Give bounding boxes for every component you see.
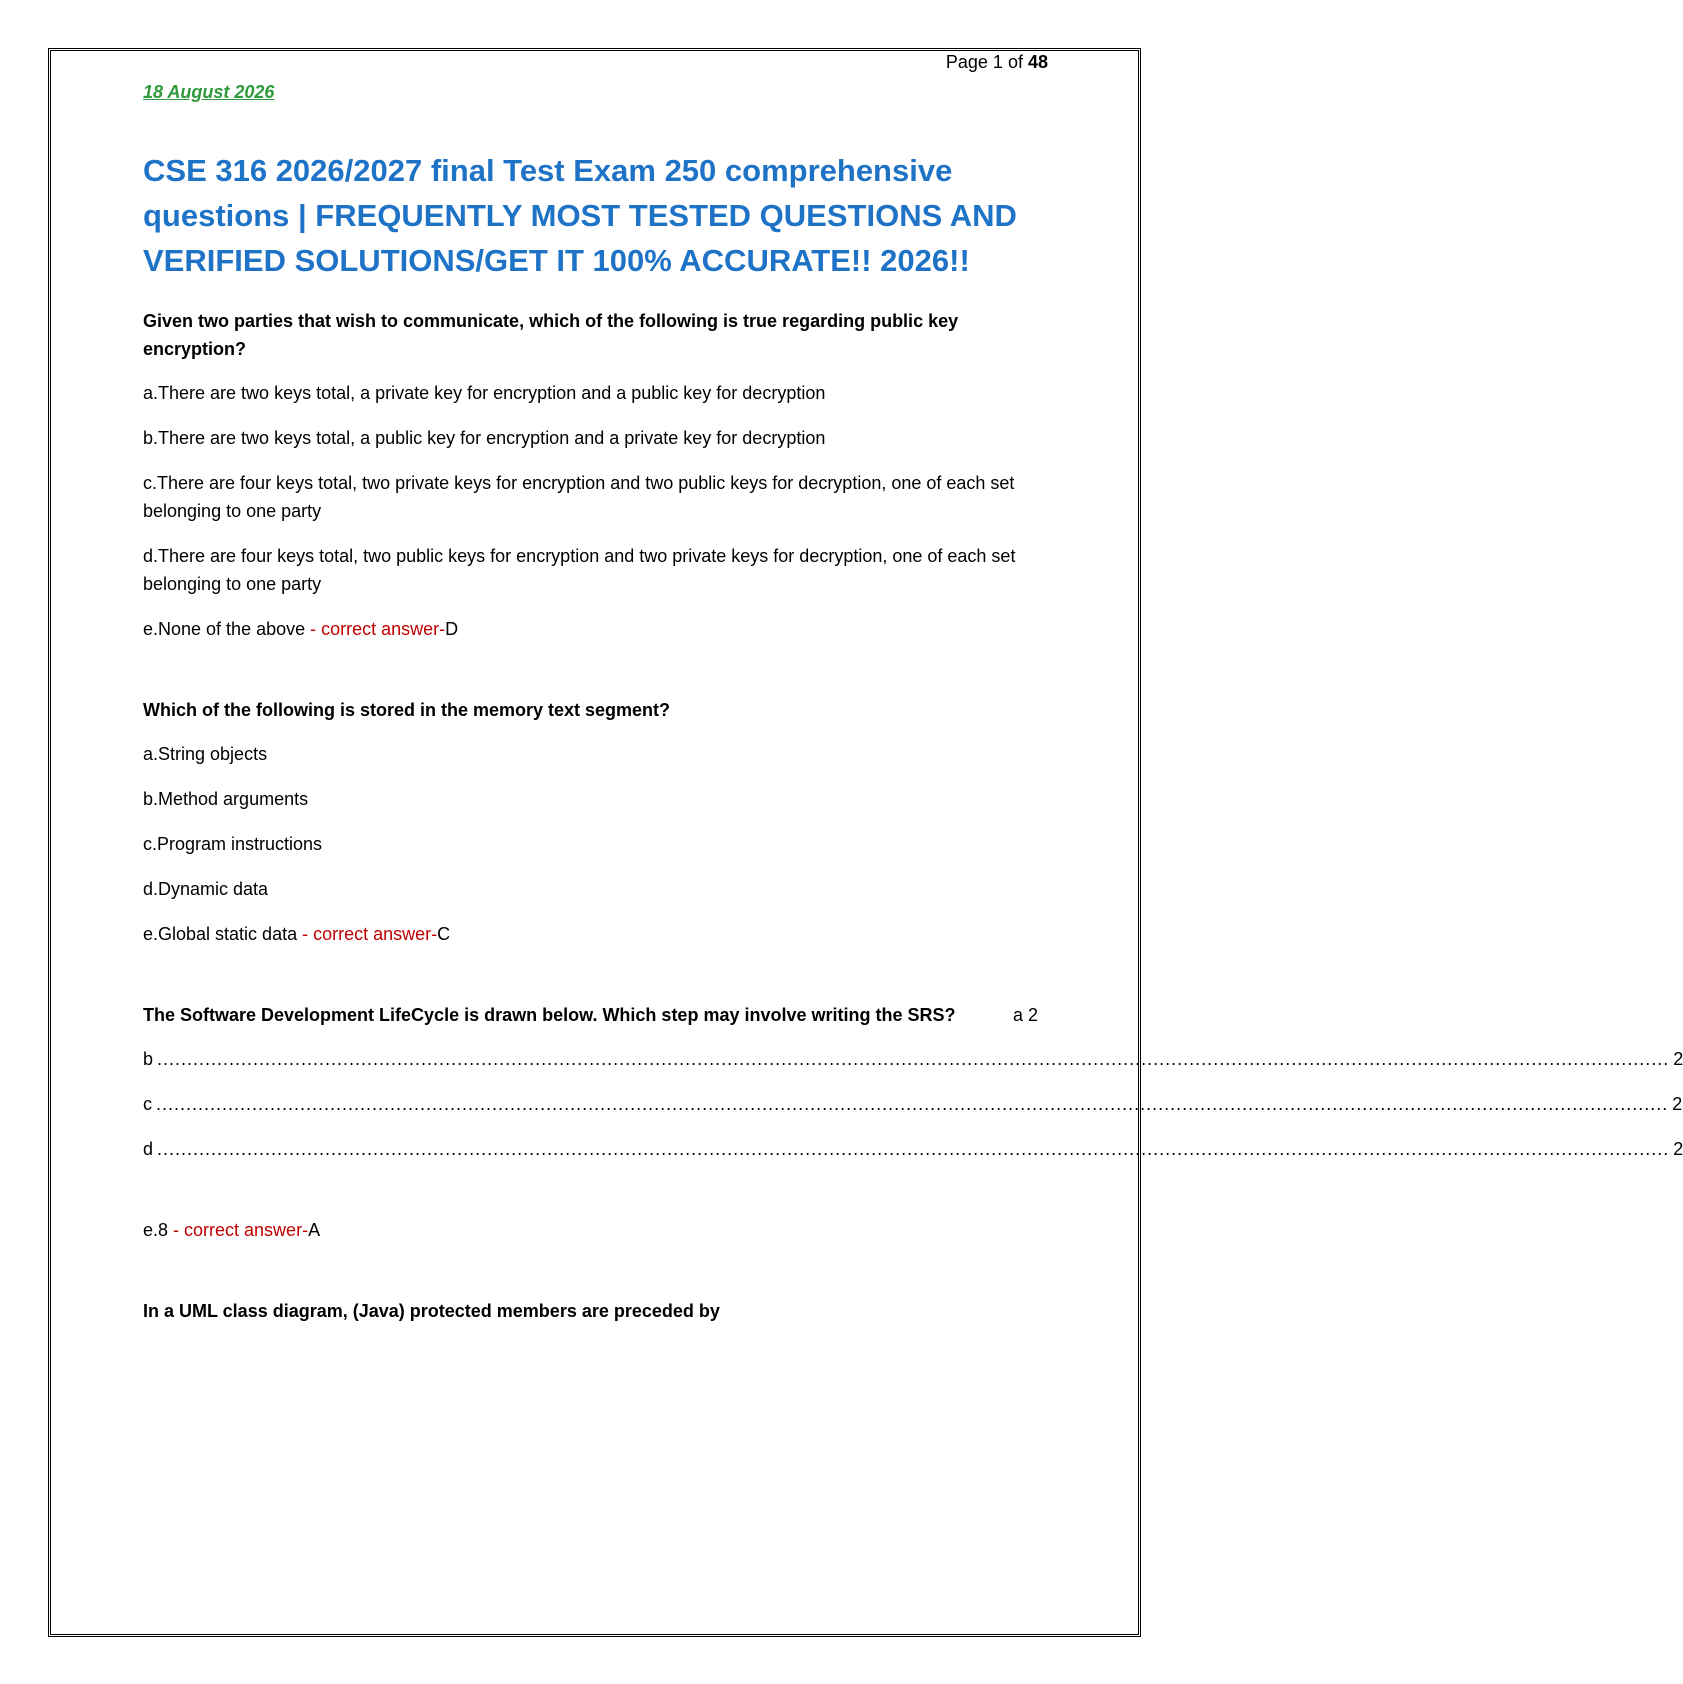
question-2: Which of the following is stored in the memory text segment? <box>143 700 671 720</box>
toc-line-d <box>143 1135 1683 1163</box>
q2-option-e: e.Global static data - correct answer-C <box>143 924 451 944</box>
toc-line-number: 2 <box>1672 1094 1683 1114</box>
toc-line-label: b <box>143 1049 154 1069</box>
toc-line-b <box>143 1045 1683 1073</box>
page-number: Page 1 of 48 <box>945 52 1048 72</box>
answer-marker: - correct answer- <box>305 619 446 639</box>
question-3: The Software Development LifeCycle is drawn below. Which step may involve writing the SRS? <box>143 1005 956 1025</box>
answer-marker: - correct answer- <box>297 924 438 944</box>
q3-option-e: e.8 - correct answer-A <box>143 1220 321 1240</box>
toc-line-number: 2 <box>1673 1049 1683 1069</box>
q1-option-d: d.There are four keys total, two public keys for encryption and two private keys for decryption, one of each set belonging to one party <box>143 546 1016 594</box>
answer-marker: - correct answer- <box>168 1220 309 1240</box>
q3-answer: A <box>308 1220 321 1240</box>
q1-option-a: a.There are two keys total, a private key for encryption and a public key for decryption <box>143 383 826 403</box>
dot-leader: ............................................................................................................................................................................................................................................................ <box>157 1049 1670 1069</box>
dot-leader: ............................................................................................................................................................................................................................................................ <box>156 1094 1669 1114</box>
q1-option-b: b.There are two keys total, a public key for encryption and a private key for decryption <box>143 428 826 448</box>
q2-answer: C <box>437 924 451 944</box>
question-4: In a UML class diagram, (Java) protected members are preceded by <box>143 1301 720 1321</box>
q1-answer: D <box>445 619 459 639</box>
q1-option-e: e.None of the above - correct answer-D <box>143 619 459 639</box>
question-1: Given two parties that wish to communicate, which of the following is true regarding public key encryption? <box>143 311 959 359</box>
q3-option-a-entry: a 2 <box>1012 1005 1038 1025</box>
q2-option-a: a.String objects <box>143 744 268 764</box>
document-title: CSE 316 2026/2027 final Test Exam 250 comprehensive questions | FREQUENTLY MOST TESTED QUESTIONS AND VERIFIED SOLUTIONS/GET IT 100% ACCURATE!! 2026!! <box>143 153 1017 278</box>
q2-option-b: b.Method arguments <box>143 789 309 809</box>
toc-line-number: 2 <box>1673 1139 1683 1159</box>
q2-option-d: d.Dynamic data <box>143 879 269 899</box>
toc-line-c <box>143 1090 1683 1118</box>
question-3-row <box>143 1001 1038 1029</box>
q1-option-c: c.There are four keys total, two private keys for encryption and two public keys for decryption, one of each set belonging to one party <box>143 473 1015 521</box>
document-content <box>143 307 1683 1341</box>
toc-line-label: c <box>143 1094 152 1114</box>
q2-option-c: c.Program instructions <box>143 834 323 854</box>
document-date: 18 August 2026 <box>143 82 275 102</box>
dot-leader: ............................................................................................................................................................................................................................................................ <box>157 1139 1670 1159</box>
toc-line-label: d <box>143 1139 154 1159</box>
